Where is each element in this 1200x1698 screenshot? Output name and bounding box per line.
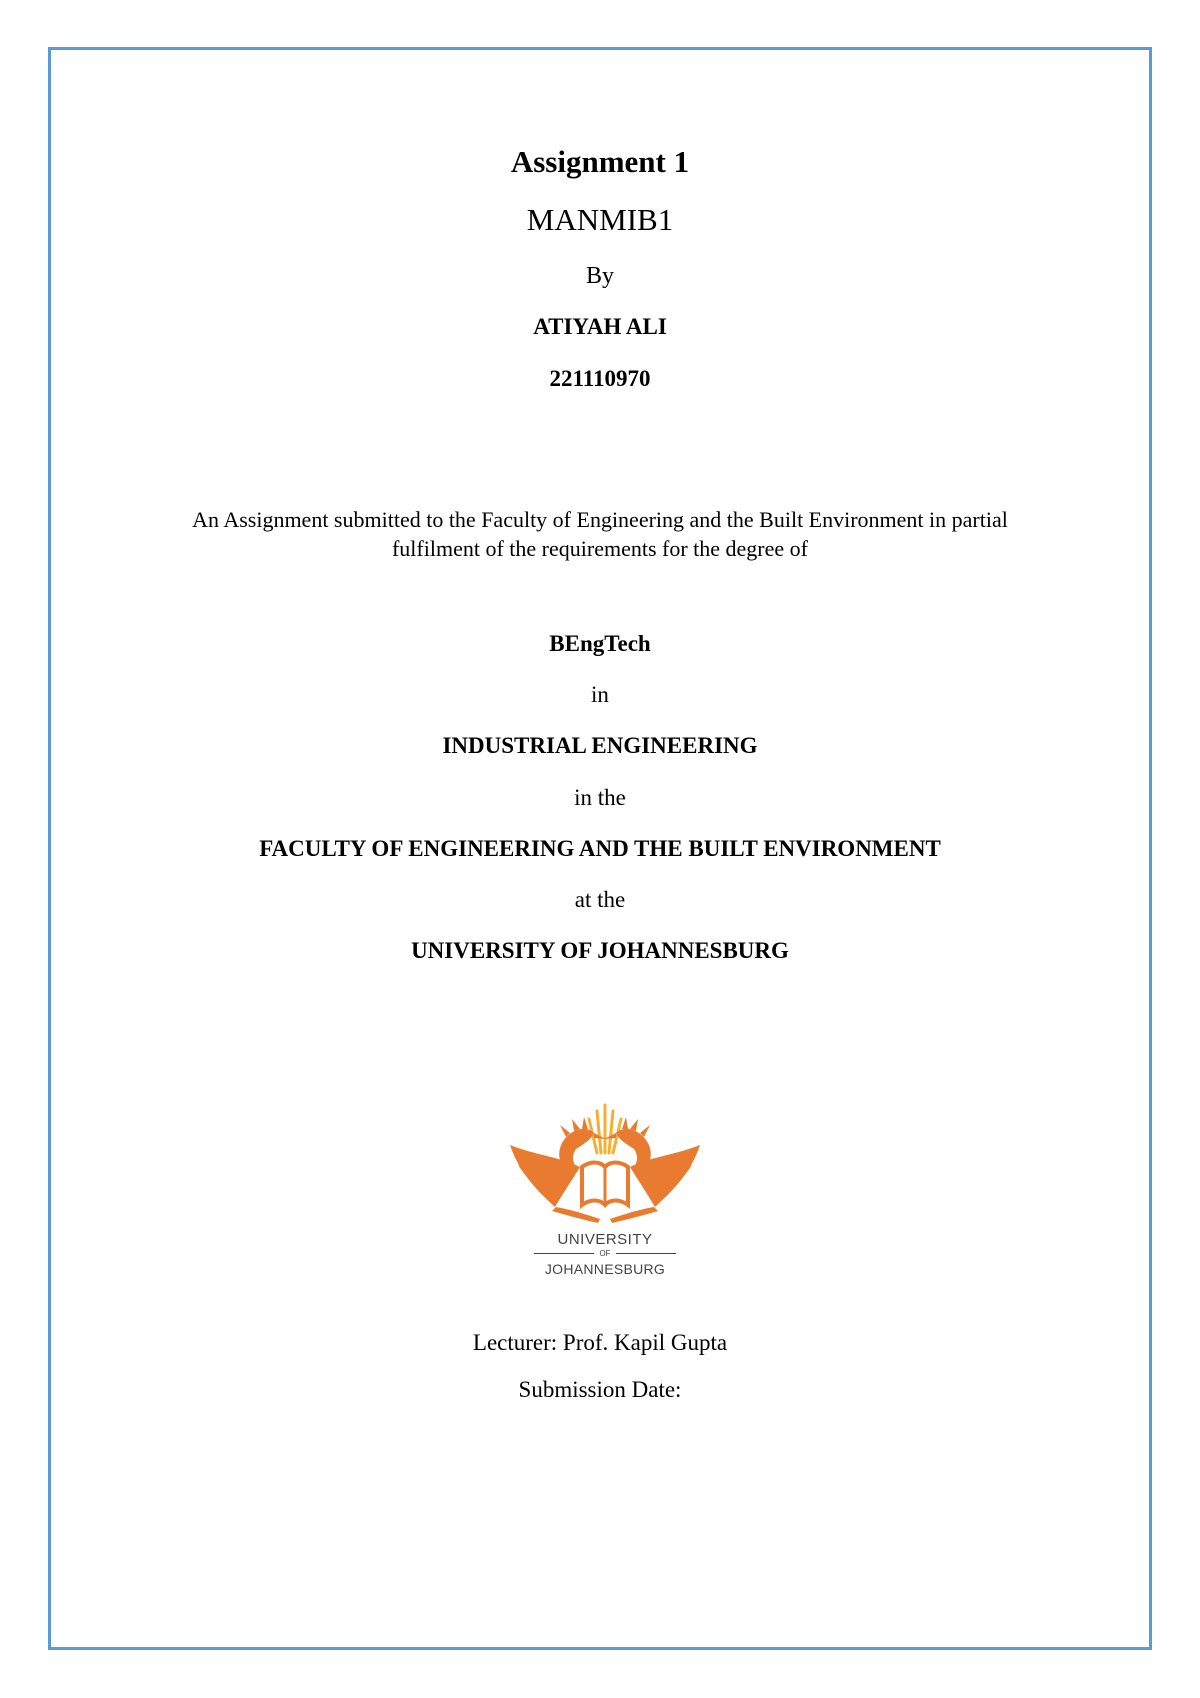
assignment-title: Assignment 1: [510, 144, 690, 179]
in-label: in: [591, 682, 609, 707]
logo-text-of: [490, 1249, 720, 1258]
discipline: INDUSTRIAL ENGINEERING: [442, 733, 758, 758]
in-the-label: in the: [574, 785, 626, 810]
hoopoe-emblem-icon: [490, 1095, 720, 1225]
submission-statement-line2: fulfilment of the requirements for the degree of: [391, 536, 808, 561]
author-name: ATIYAH ALI: [533, 314, 667, 339]
logo-text-johannesburg: JOHANNESBURG: [544, 1261, 666, 1277]
logo-text-university: UNIVERSITY: [557, 1231, 653, 1248]
faculty: FACULTY OF ENGINEERING AND THE BUILT ENVIRONMENT: [259, 836, 941, 861]
degree: BEngTech: [549, 631, 651, 656]
university-name: UNIVERSITY OF JOHANNESBURG: [411, 938, 789, 963]
submission-date: Submission Date:: [518, 1377, 682, 1402]
by-label: By: [585, 263, 614, 289]
course-code: MANMIB1: [526, 202, 674, 237]
lecturer: Lecturer: Prof. Kapil Gupta: [472, 1330, 728, 1355]
at-the-label: at the: [574, 887, 626, 912]
student-number: 221110970: [549, 366, 651, 391]
university-logo: [490, 1095, 720, 1285]
submission-statement-line1: An Assignment submitted to the Faculty of Engineering and the Built Environment in partial: [192, 507, 1008, 532]
logo-of-label: OF: [599, 1249, 611, 1258]
